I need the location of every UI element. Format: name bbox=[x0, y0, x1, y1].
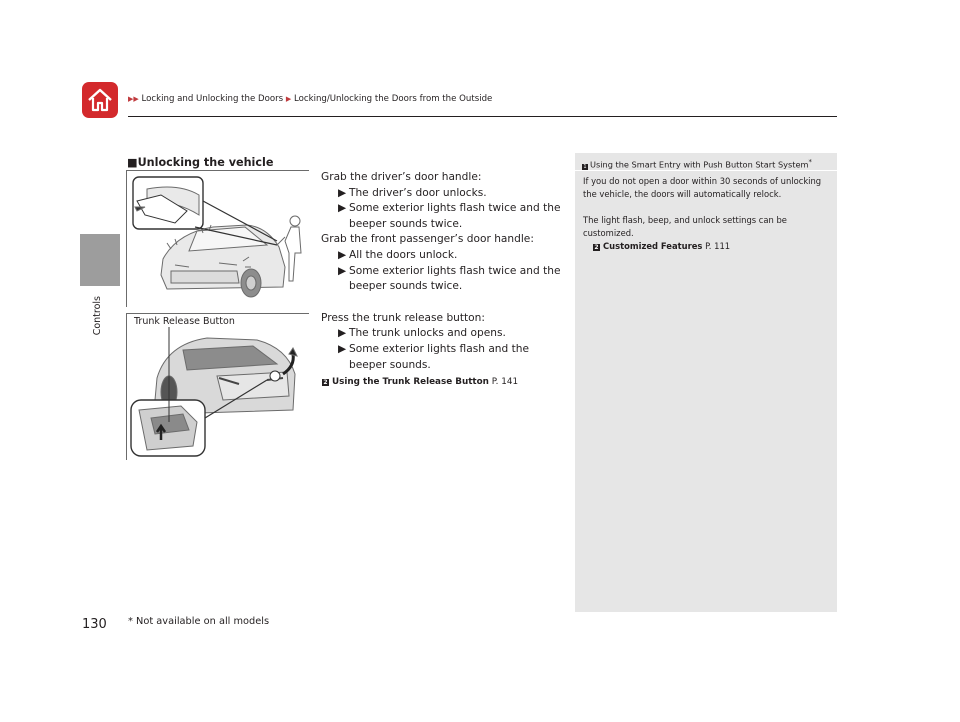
instruction-bullet: ▶ Some exterior lights flash and the beeper sounds. bbox=[338, 342, 530, 371]
car-door-illustration bbox=[127, 171, 309, 307]
instruction-title: Grab the driver’s door handle: bbox=[321, 171, 482, 183]
header-divider bbox=[128, 116, 837, 117]
sidebar-tab-active[interactable] bbox=[80, 234, 120, 286]
instruction-bullet: ▶ Some exterior lights flash twice and the beeper sounds twice. bbox=[338, 264, 561, 293]
instruction-bullet: ▶ The driver’s door unlocks. bbox=[321, 186, 569, 202]
breadcrumb-link-locking[interactable]: Locking and Unlocking the Doors bbox=[141, 94, 284, 104]
note-paragraph: If you do not open a door within 30 seconds of unlocking the vehicle, the doors will automatically relock. bbox=[583, 176, 822, 199]
breadcrumb-current: Locking/Unlocking the Doors from the Outside bbox=[293, 94, 493, 104]
sidebar-tab-label[interactable]: Controls bbox=[92, 296, 103, 336]
breadcrumb-arrow-icon: ▶ bbox=[285, 95, 292, 103]
cross-reference-link[interactable]: 2 Using the Trunk Release Button P. 141 bbox=[323, 377, 519, 388]
note-paragraph: The light flash, beep, and unlock settings can be customized. bbox=[583, 215, 787, 238]
reference-icon: 2 bbox=[594, 244, 599, 251]
result-arrow-icon: ▶ bbox=[338, 264, 347, 277]
page-number: 130 bbox=[82, 617, 107, 632]
instruction-bullet: ▶ All the doors unlock. bbox=[321, 248, 569, 264]
breadcrumb bbox=[128, 94, 492, 104]
instruction-title: Press the trunk release button: bbox=[321, 311, 485, 324]
result-arrow-icon: ▶ bbox=[338, 186, 347, 199]
footnote: * Not available on all models bbox=[128, 616, 270, 627]
note-divider bbox=[575, 170, 837, 171]
note-cross-reference-link[interactable]: 2 Customized Features P. 111 bbox=[594, 241, 731, 251]
note-body bbox=[583, 175, 823, 253]
image-callout-label: Trunk Release Button bbox=[131, 316, 238, 327]
result-arrow-icon: ▶ bbox=[338, 327, 347, 340]
note-title: 1 Using the Smart Entry with Push Button Start System* bbox=[583, 158, 812, 170]
illustration-door-unlock bbox=[126, 170, 309, 307]
home-icon bbox=[86, 86, 114, 114]
trunk-illustration bbox=[127, 314, 309, 460]
note-icon: 1 bbox=[583, 163, 587, 170]
instruction-bullet: ▶ Some exterior lights flash twice and the beeper sounds twice. bbox=[338, 202, 561, 230]
instructions bbox=[321, 170, 569, 391]
breadcrumb-arrow-icon: ▶▶ bbox=[128, 95, 139, 103]
square-bullet-icon: ■ bbox=[127, 156, 138, 169]
section-heading: ■Unlocking the vehicle bbox=[127, 156, 274, 169]
home-button[interactable] bbox=[82, 82, 118, 118]
result-arrow-icon: ▶ bbox=[338, 248, 347, 261]
reference-icon: 2 bbox=[323, 379, 328, 387]
result-arrow-icon: ▶ bbox=[338, 342, 347, 355]
result-arrow-icon: ▶ bbox=[338, 202, 347, 215]
illustration-trunk-release bbox=[126, 313, 309, 460]
instruction-bullet: ▶ The trunk unlocks and opens. bbox=[321, 326, 569, 342]
instruction-title: Grab the front passenger’s door handle: bbox=[321, 233, 534, 246]
